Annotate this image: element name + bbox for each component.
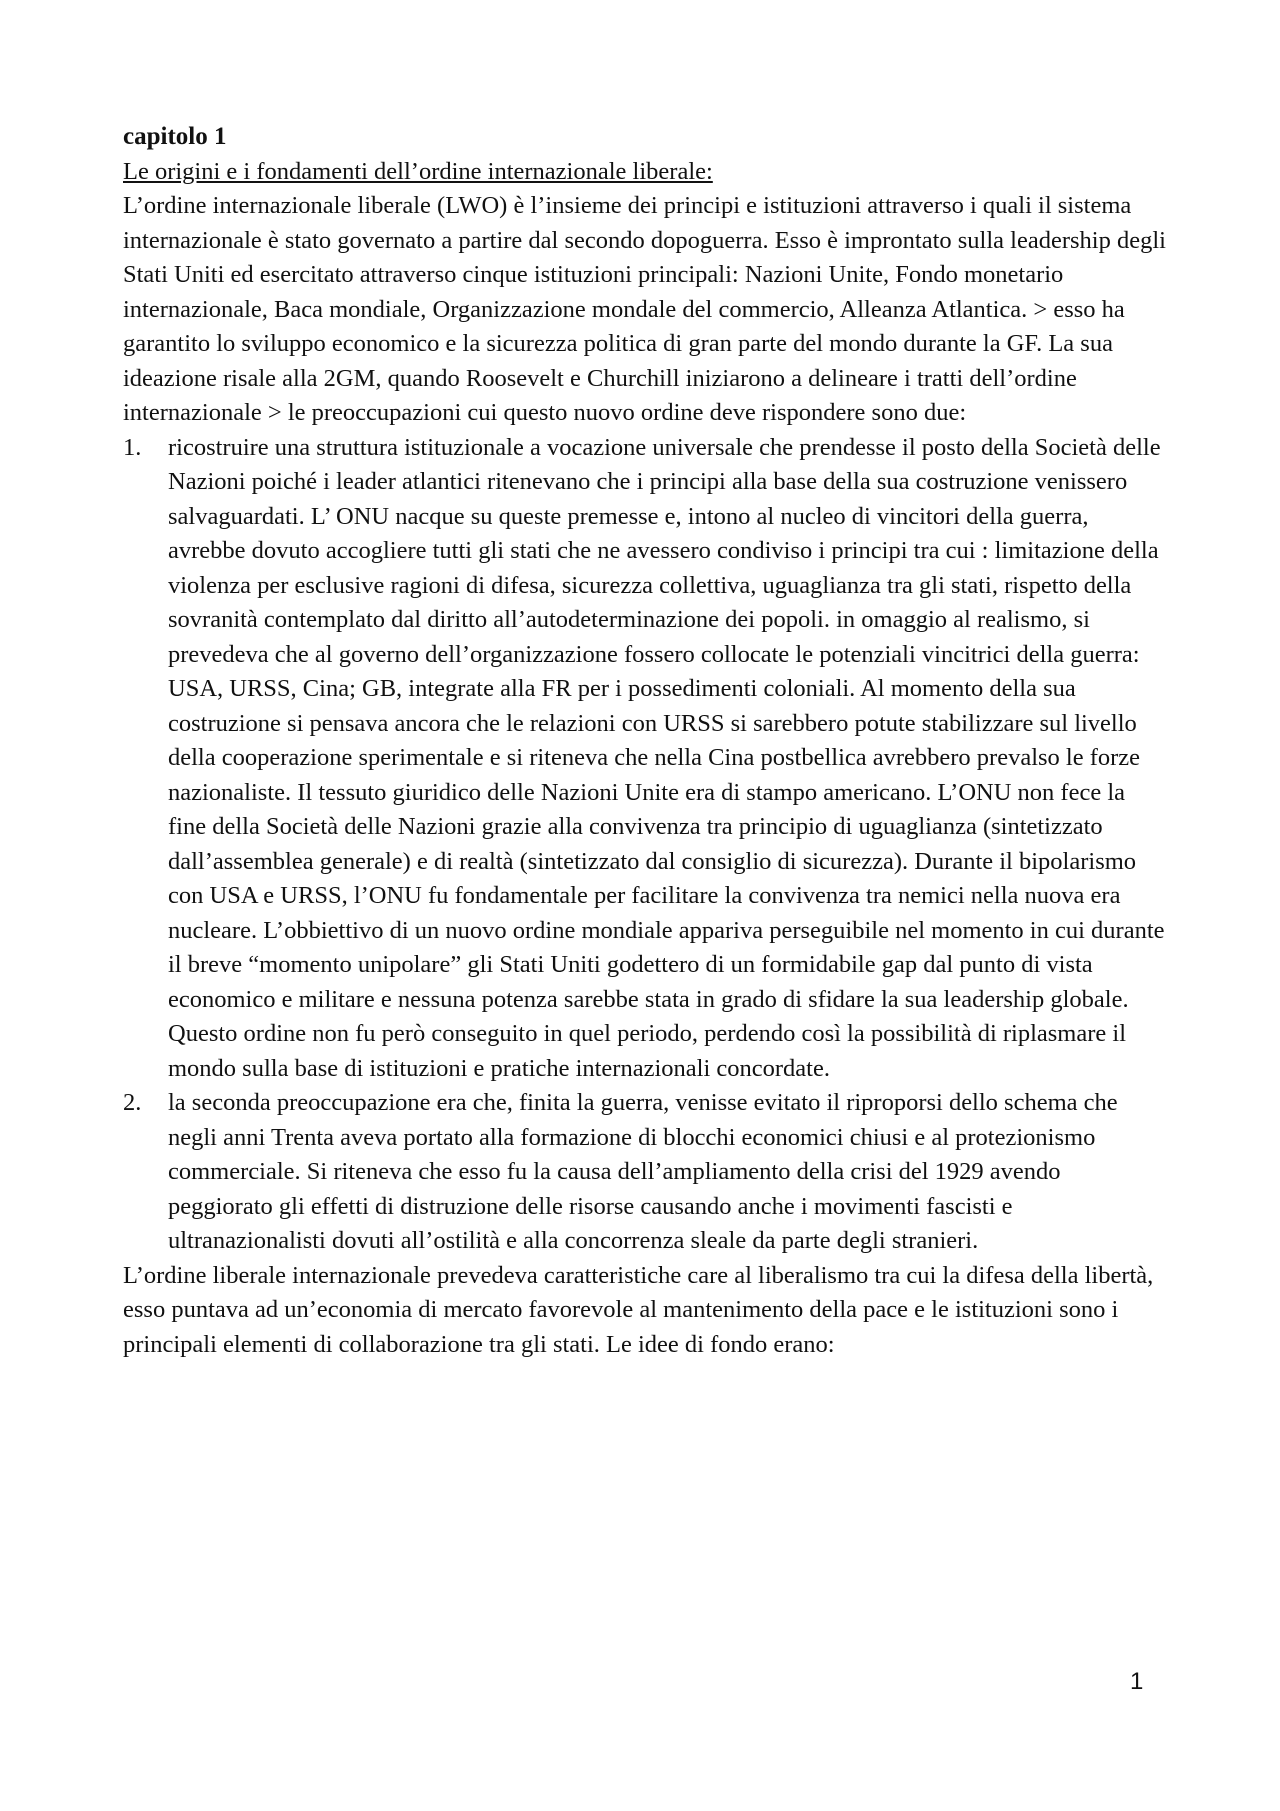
document-body	[123, 120, 1168, 1362]
list-item-number: 1.	[123, 433, 142, 461]
list-item-number: 2.	[123, 1089, 142, 1116]
list-item-text: ricostruire una struttura istituzionale a vocazione universale che prendesse il posto della Società delle Nazioni poiché i leader atlantici ritenevano che i principi alla base della sua costruzione venissero salvaguardati. L’ ONU nacque su queste premesse e, intono al nucleo di vincitori della guerra, avrebbe dovuto accogliere tutti gli stati che ne avessero condiviso i principi tra cui : limitazione della violenza per esclusive ragioni di difesa, sicurezza collettiva, uguaglianza tra gli stati, rispetto della sovranità contemplato dal diritto all’autodeterminazione dei popoli. in omaggio al realismo, si prevedeva che al governo dell’organizzazione fossero collocate le potenziali vincitrici della guerra: USA, URSS, Cina; GB, integrate alla FR per i possedimenti coloniali. Al momento della sua costruzione si pensava ancora che le relazioni con URSS si sarebbero potute stabilizzare sul livello della cooperazione sperimentale e si riteneva che nella Cina postbellica avrebbero prevalso le forze nazionaliste. Il tessuto giuridico delle Nazioni Unite era di stampo americano. L’ONU non fece la fine della Società delle Nazioni grazie alla convivenza tra principio di uguaglianza (sintetizzato dall’assemblea generale) e di realtà (sintetizzato dal consiglio di sicurezza). Durante il bipolarismo con USA e URSS, l’ONU fu fondamentale per facilitare la convivenza tra nemici nella nuova era nucleare. L’obbiettivo di un nuovo ordine mondiale appariva perseguibile nel momento in cui durante il breve “momento unipolare” gli Stati Uniti godettero di un formidabile gap dal punto di vista economico e militare e nessuna potenza sarebbe stata in grado di sfidare la sua leadership globale. Questo ordine non fu però conseguito in quel periodo, perdendo così la possibilità di riplasmare il mondo sulla base di istituzioni e pratiche internazionali concordate.	[168, 433, 1165, 1082]
page-number: 1	[1130, 1668, 1144, 1695]
numbered-list	[123, 431, 1168, 1259]
closing-paragraph: L’ordine liberale internazionale prevedeva caratteristiche care al liberalismo tra cui la difesa della libertà, esso puntava ad un’economia di mercato favorevole al mantenimento della pace e le istituzioni sono i principali elementi di collaborazione tra gli stati. Le idee di fondo erano:	[123, 1261, 1154, 1358]
section-title: Le origini e i fondamenti dell’ordine internazionale liberale:	[123, 157, 713, 185]
list-item	[123, 431, 1168, 1087]
list-item	[123, 1086, 1168, 1259]
list-item-text: la seconda preoccupazione era che, finita la guerra, venisse evitato il riproporsi dello schema che negli anni Trenta aveva portato alla formazione di blocchi economici chiusi e al protezionismo commerciale. Si riteneva che esso fu la causa dell’ampliamento della crisi del 1929 avendo peggiorato gli effetti di distruzione delle risorse causando anche i movimenti fascisti e ultranazionalisti dovuti all’ostilità e alla concorrenza sleale da parte degli stranieri.	[168, 1089, 1118, 1254]
chapter-title: capitolo 1	[123, 123, 227, 150]
intro-paragraph: L’ordine internazionale liberale (LWO) è l’insieme dei principi e istituzioni attraverso i quali il sistema internazionale è stato governato a partire dal secondo dopoguerra. Esso è improntato sulla leadership degli Stati Uniti ed esercitato attraverso cinque istituzioni principali: Nazioni Unite, Fondo monetario internazionale, Baca mondiale, Organizzazione mondale del commercio, Alleanza Atlantica. > esso ha garantito lo sviluppo economico e la sicurezza politica di gran parte del mondo durante la GF. La sua ideazione risale alla 2GM, quando Roosevelt e Churchill iniziarono a delineare i tratti dell’ordine internazionale > le preoccupazioni cui questo nuovo ordine deve rispondere sono due:	[123, 192, 1166, 426]
